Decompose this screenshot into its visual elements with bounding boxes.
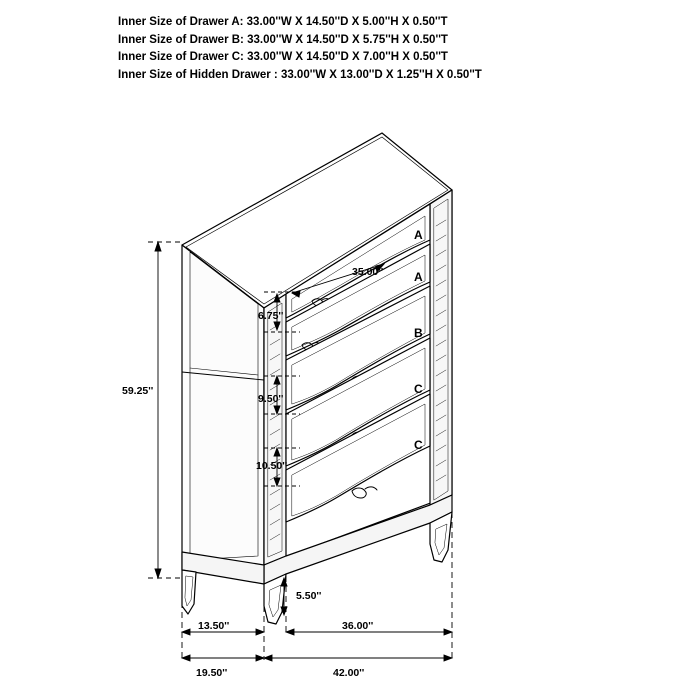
drawer-letter-b: B <box>414 326 423 340</box>
dim-label-drawer-b-height: 9.50'' <box>258 393 284 405</box>
dim-label-top-depth: 35.00'' <box>352 266 384 278</box>
dim-label-drawer-c-height: 10.50'' <box>256 460 288 472</box>
drawer-letter-a2: A <box>414 270 423 284</box>
dim-label-front-width: 36.00'' <box>342 620 374 632</box>
dim-label-base-depth: 19.50'' <box>196 667 228 679</box>
dim-label-side-depth: 13.50'' <box>198 620 230 632</box>
dim-label-drawer-a-height: 6.75'' <box>258 310 284 322</box>
drawer-letter-a1: A <box>414 228 423 242</box>
drawer-letter-c2: C <box>414 438 423 452</box>
spec-line-drawer-b: Inner Size of Drawer B: 33.00''W X 14.50''D X 5.75''H X 0.50''T <box>118 33 448 46</box>
spec-line-hidden-drawer: Inner Size of Hidden Drawer : 33.00''W X 13.00''D X 1.25''H X 0.50''T <box>118 68 482 81</box>
dim-label-base-width: 42.00'' <box>333 667 365 679</box>
spec-line-drawer-a: Inner Size of Drawer A: 33.00''W X 14.50''D X 5.00''H X 0.50''T <box>118 16 448 28</box>
dim-label-leg-height: 5.50'' <box>296 590 322 602</box>
dim-label-height-total: 59.25'' <box>122 385 154 397</box>
spec-line-drawer-c: Inner Size of Drawer C: 33.00''W X 14.50''D X 7.00''H X 0.50''T <box>118 51 448 63</box>
drawer-letter-c1: C <box>414 382 423 396</box>
